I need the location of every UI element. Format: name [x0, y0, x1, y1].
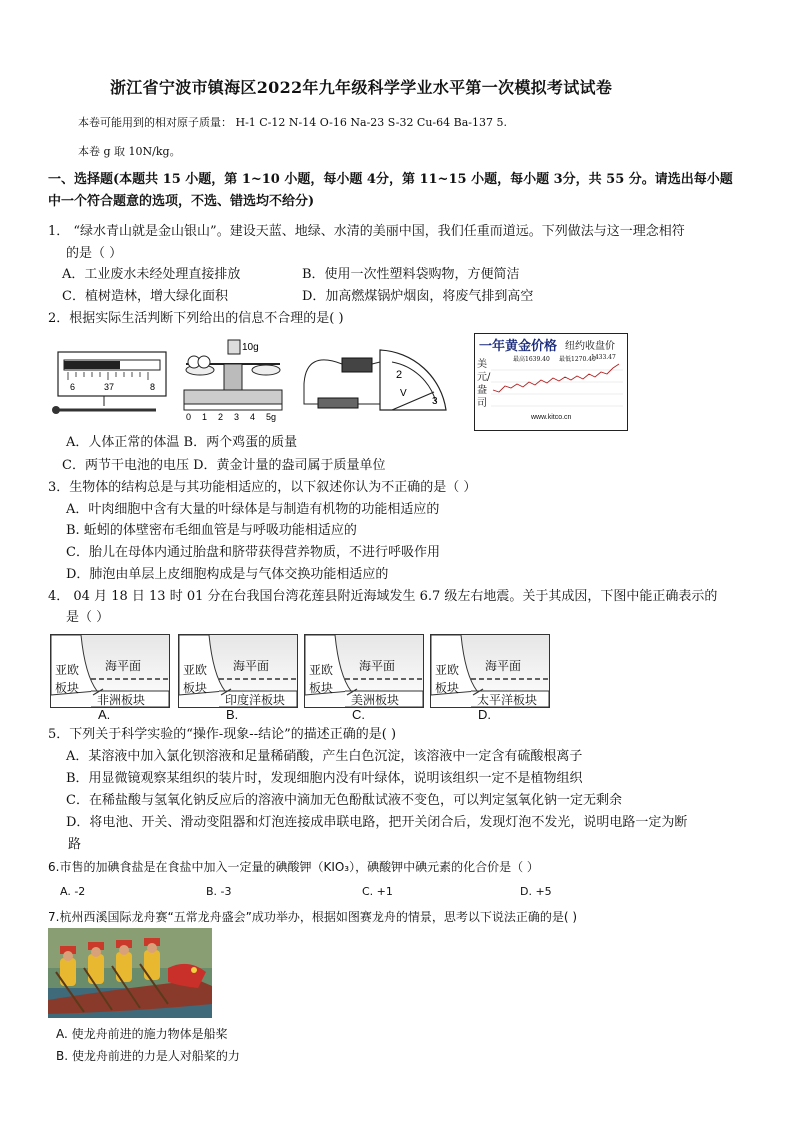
plate-left-label-1: 亚欧: [55, 663, 80, 677]
sea-level-label: 海平面: [359, 659, 396, 673]
gold-note-last: 1433.47: [591, 354, 616, 361]
q3-option-c: C．胎儿在母体内通过胎盘和脐带获得营养物质，不进行呼吸作用: [66, 545, 440, 560]
sea-level-label: 海平面: [233, 659, 270, 673]
q1-option-d: D．加高燃煤锅炉烟囱，将废气排到高空: [302, 289, 534, 304]
q4-stem-line1: 4． 04 月 18 日 13 时 01 分在台我国台湾花莲县附近海域发生 6.7 级左右地震。关于其成因，下图中能正确表示的: [48, 589, 718, 604]
q6-option-a: A. -2: [60, 885, 86, 898]
voltmeter-label-3: 3: [432, 396, 438, 407]
balance-scale-figure: [176, 334, 290, 424]
gold-price-figure: [474, 333, 628, 431]
plate-diagram-a: [50, 634, 170, 708]
q6-option-c: C. +1: [362, 885, 393, 898]
gold-chart-ylabel: 美元/盎司: [477, 359, 491, 409]
q1-stem-line1: 1． “绿水青山就是金山银山”。建设天蓝、地绿、水清的美丽中国，我们任重而道远。下列做法与这一理念相符: [48, 224, 685, 239]
plate-left-label-2: 板块: [55, 681, 80, 695]
ocean-plate-label: 印度洋板块: [225, 693, 286, 707]
plate-left-label-1: 亚欧: [435, 663, 460, 677]
sea-level-label: 海平面: [105, 659, 142, 673]
gold-note-high: 最高1639.40: [513, 356, 550, 363]
q7-option-a: A. 使龙舟前进的施力物体是船桨: [56, 1027, 228, 1041]
plate-diagram-d: [430, 634, 550, 708]
q2-stem: 2．根据实际生活判断下列给出的信息不合理的是( ): [48, 311, 344, 326]
q3-option-a: A．叶肉细胞中含有大量的叶绿体是与制造有机物的功能相适应的: [66, 502, 440, 517]
q7-option-b: B. 使龙舟前进的力是人对船桨的力: [56, 1049, 240, 1063]
voltmeter-label-v: V: [400, 388, 407, 399]
g-value-note: 本卷 g 取 10N/kg。: [78, 145, 181, 158]
dragon-boat-photo: [48, 928, 212, 1018]
scale-weight-label: 10g: [242, 342, 259, 353]
q4-stem-line2: 是（ ）: [66, 610, 110, 625]
thermometer-figure: [52, 342, 172, 422]
thermo-tick-37: 37: [104, 382, 115, 392]
section-heading-line1: 一、选择题(本题共 15 小题，第 1~10 小题，每小题 4分，第 11~15 小题，每小题 3分，共 55 分。请选出每小题: [48, 172, 733, 187]
plate-left-label-2: 板块: [309, 681, 334, 695]
q5-option-d-line1: D．将电池、开关、滑动变阻器和灯泡连接成串联电路，把开关闭合后，发现灯泡不发光，说明电路一定为断: [66, 815, 688, 830]
ruler-0: 0: [186, 412, 192, 422]
gold-price-line: [491, 360, 623, 410]
q3-option-d: D．肺泡由单层上皮细胞构成是与气体交换功能相适应的: [66, 567, 389, 582]
q5-stem: 5．下列关于科学实验的“操作-现象--结论”的描述正确的是( ): [48, 727, 397, 742]
page-title: 浙江省宁波市镇海区2022年九年级科学学业水平第一次模拟考试试卷: [110, 78, 613, 97]
plate-left-label-2: 板块: [183, 681, 208, 695]
q5-option-a: A．某溶液中加入氯化钡溶液和足量稀硝酸，产生白色沉淀，该溶液中一定含有硫酸根离子: [66, 749, 583, 764]
ruler-5g: 5g: [266, 412, 277, 422]
q1-option-c: C．植树造林，增大绿化面积: [62, 289, 228, 304]
q6-option-d: D. +5: [520, 885, 552, 898]
plate-left-label-2: 板块: [435, 681, 460, 695]
q7-stem: 7.杭州西溪国际龙舟赛“五常龙舟盛会”成功举办，根据如图赛龙舟的情景，思考以下说法正确的是( ): [48, 910, 578, 924]
thermo-tick-6: 6: [70, 382, 76, 392]
q6-option-b: B. -3: [206, 885, 232, 898]
plate-left-label-1: 亚欧: [309, 663, 334, 677]
ruler-4: 4: [250, 412, 256, 422]
q1-stem-line2: 的是（ ）: [66, 246, 123, 261]
gold-chart-subheading: 纽约收盘价: [565, 341, 615, 352]
q5-option-b: B．用显微镜观察某组织的装片时，发现细胞内没有叶绿体，说明该组织一定不是植物组织: [66, 771, 583, 786]
ruler-3: 3: [234, 412, 240, 422]
gold-chart-site: www.kitco.cn: [531, 414, 572, 421]
q1-option-b: B．使用一次性塑料袋购物，方便简洁: [302, 267, 520, 282]
gold-note-low: 最低1270.40: [559, 356, 596, 363]
plate-left-label-1: 亚欧: [183, 663, 208, 677]
q3-option-b: B. 蚯蚓的体壁密布毛细血管是与呼吸功能相适应的: [66, 523, 357, 538]
ocean-plate-label: 美洲板块: [351, 693, 400, 707]
ruler-1: 1: [202, 412, 208, 422]
ocean-plate-label: 太平洋板块: [477, 693, 538, 707]
q1-option-a: A．工业废水未经处理直接排放: [62, 267, 241, 282]
q5-option-c: C．在稀盐酸与氢氧化钠反应后的溶液中滴加无色酚酞试液不变色，可以判定氢氧化钠一定无剩余: [66, 793, 622, 808]
plate-option-label-b: B.: [226, 707, 239, 722]
q2-options-ab: A．人体正常的体温 B．两个鸡蛋的质量: [66, 435, 298, 450]
plate-diagram-b: [178, 634, 298, 708]
gold-chart-heading: 一年黄金价格: [479, 339, 558, 354]
q3-stem: 3．生物体的结构总是与其功能相适应的，以下叙述你认为不正确的是（ ）: [48, 480, 477, 495]
thermo-tick-8: 8: [150, 382, 156, 392]
plate-option-label-d: D.: [478, 707, 491, 722]
sea-level-label: 海平面: [485, 659, 522, 673]
q2-options-cd: C．两节干电池的电压 D．黄金计量的盎司属于质量单位: [62, 458, 386, 473]
ocean-plate-label: 非洲板块: [97, 693, 146, 707]
plate-diagram-c: [304, 634, 424, 708]
ruler-2: 2: [218, 412, 224, 422]
atomic-mass-note: 本卷可能用到的相对原子质量： H-1 C-12 N-14 O-16 Na-23 S-32 Cu-64 Ba-137 5.: [78, 116, 507, 129]
q5-option-d-line2: 路: [68, 837, 82, 852]
voltmeter-figure: [296, 340, 456, 424]
plate-option-label-c: C.: [352, 707, 365, 722]
q6-stem: 6.市售的加碘食盐是在食盐中加入一定量的碘酸钾（KIO₃），碘酸钾中碘元素的化合价是（ ）: [48, 860, 539, 874]
section-heading-line2: 中一个符合题意的选项，不选、错选均不给分): [48, 194, 315, 209]
plate-option-label-a: A.: [98, 707, 111, 722]
voltmeter-label-2: 2: [396, 369, 403, 381]
